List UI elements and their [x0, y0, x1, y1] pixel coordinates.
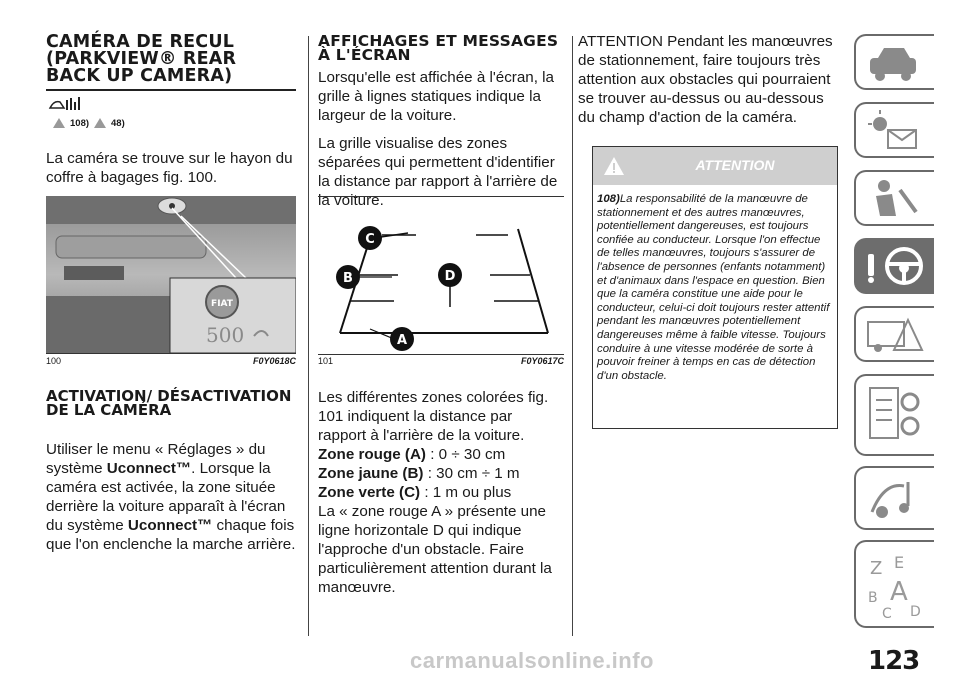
car-icon [864, 40, 924, 86]
airbag-seat-icon [864, 176, 924, 222]
activation-text-part1: Utiliser le menu « Réglages » du système [46, 441, 266, 477]
warning-triangle-icon [52, 117, 66, 129]
column-divider-1 [308, 36, 309, 636]
column-divider-2 [572, 36, 573, 636]
tab-starting-driving[interactable] [854, 238, 934, 294]
activation-text-part2: . Lorsque la caméra est activée, la zone située derrière la voiture apparaît à l'écran du système [46, 460, 286, 534]
warning-title: ATTENTION [695, 157, 775, 173]
intro-text: La caméra se trouve sur le hayon du coffre à bagages fig. 100. [46, 150, 293, 186]
label-a: A [396, 333, 408, 348]
display-para-1: Lorsqu'elle est affichée à l'écran, la grille à lignes statiques indique la largeur de la voiture. [318, 69, 555, 124]
page-number: 123 [868, 646, 920, 676]
label-d-badge [438, 263, 462, 287]
maintenance-icon [864, 380, 924, 450]
tab-multimedia[interactable] [854, 466, 934, 530]
warning-ref: 108) [597, 193, 620, 205]
activation-heading: ACTIVATION/ DÉSACTIVATION DE LA CAMÉRA [46, 387, 292, 419]
guide-grid-diagram [318, 197, 564, 354]
tab-maintenance[interactable] [854, 374, 934, 456]
svg-text:FIAT: FIAT [211, 299, 233, 309]
tab-car[interactable] [854, 34, 934, 90]
tailgate-camera-photo [46, 196, 296, 353]
label-d: D [444, 269, 456, 284]
zones-list [318, 445, 566, 502]
uconnect-brand-2: Uconnect™ [127, 517, 213, 534]
connectivity-icon [48, 94, 98, 114]
display-section-title: AFFICHAGES ET MESSAGES À L'ÉCRAN [318, 32, 559, 64]
figure-100-caption [46, 356, 296, 366]
attention-note: ATTENTION Pendant les manœuvres de stationnement, faire toujours très attention aux obstacles qui pourraient se trouver au-dessus ou au-dessous du champ d'action de la caméra. [578, 33, 833, 126]
zone-yellow-value: : 30 cm ÷ 1 m [423, 465, 520, 482]
svg-text:E: E [894, 553, 905, 572]
warning-triangle-icon [603, 156, 625, 176]
svg-text:D: D [910, 604, 921, 620]
figure-100-number: 100 [46, 356, 62, 366]
zone-yellow [318, 464, 566, 483]
tab-index[interactable] [854, 540, 934, 628]
zone-red [318, 445, 566, 464]
activation-text-part3: chaque fois que l'on enclenche la marche arrière. [46, 517, 296, 553]
zone-red-value: : 0 ÷ 30 cm [426, 446, 506, 463]
multimedia-icon [864, 472, 924, 528]
red-zone-note: La « zone rouge A » présente une ligne horizontale D qui indique l'approche d'un obstacle. Faire particulièrement attention durant la manœuvre. [318, 503, 552, 596]
zone-green-value: : 1 m ou plus [420, 484, 512, 501]
activation-text [46, 440, 296, 554]
label-c: C [365, 232, 375, 247]
zone-green-label: Zone verte (C) [318, 484, 421, 501]
figure-101-caption [318, 356, 564, 366]
tab-emergency[interactable] [854, 306, 934, 362]
warning-body: La responsabilité de la manœuvre de stationnement et des autres manœuvres, potentiellement dangereuses, est toujours confiée au conducteur. Lorsque l'on effectue de telles manœuvres, toujours s'assurer de l'absence de personnes (enfants notamment) et d'animaux dans l'espace en question. Bien que la caméra constitue une aide pour le conducteur, celui-ci doit toujours rester attentif pendant les manœuvres potentiellement dangereuses même à faible vitesse. Toujours conduire à une vitesse modérée de sorte à pouvoir freiner à temps en cas de détection d'un obstacle. [597, 193, 830, 382]
compat-icons [48, 94, 98, 119]
ref-108: 108) [70, 117, 90, 129]
steering-wheel-icon [864, 244, 930, 290]
svg-text:500: 500 [206, 323, 245, 347]
label-b-badge [336, 265, 360, 289]
display-para-2: La grille visualise des zones séparées qui permettent d'identifier la distance par rapport à l'arrière de la voiture. [318, 135, 558, 209]
warning-text [597, 193, 833, 383]
zones-intro: Les différentes zones colorées fig. 101 indiquent la distance par rapport à l'arrière de la voiture. [318, 389, 549, 444]
note-triangle-icon [93, 117, 107, 129]
tab-warning-lights[interactable] [854, 102, 934, 158]
uconnect-brand-1: Uconnect™ [106, 460, 192, 477]
warning-lights-icon [864, 108, 924, 154]
ref-48: 48) [111, 117, 125, 129]
label-b: B [343, 271, 353, 286]
warning-box [592, 146, 838, 429]
label-a-badge [390, 327, 414, 351]
figure-101-code: F0Y0617C [520, 356, 564, 366]
section-header [46, 34, 296, 91]
svg-text:Z: Z [870, 558, 883, 579]
page-title: CAMÉRA DE RECUL (PARKVIEW® REAR BACK UP CAMERA) [46, 32, 237, 86]
watermark: carmanualsonline.info [410, 648, 654, 673]
zone-red-label: Zone rouge (A) [318, 446, 426, 463]
zone-yellow-label: Zone jaune (B) [318, 465, 424, 482]
svg-text:C: C [882, 606, 892, 622]
tab-safety[interactable] [854, 170, 934, 226]
figure-100 [46, 196, 296, 354]
title-rule [46, 89, 296, 91]
warning-header [593, 147, 837, 185]
figure-101-number: 101 [318, 356, 334, 366]
zone-green [318, 483, 566, 502]
figure-100-code: F0Y0618C [252, 356, 296, 366]
label-c-badge [358, 226, 382, 250]
svg-text:A: A [890, 577, 908, 607]
svg-text:B: B [868, 590, 878, 606]
figure-101 [318, 196, 564, 355]
refs-row [52, 117, 125, 129]
index-icon [864, 546, 924, 626]
breakdown-icon [864, 312, 924, 358]
